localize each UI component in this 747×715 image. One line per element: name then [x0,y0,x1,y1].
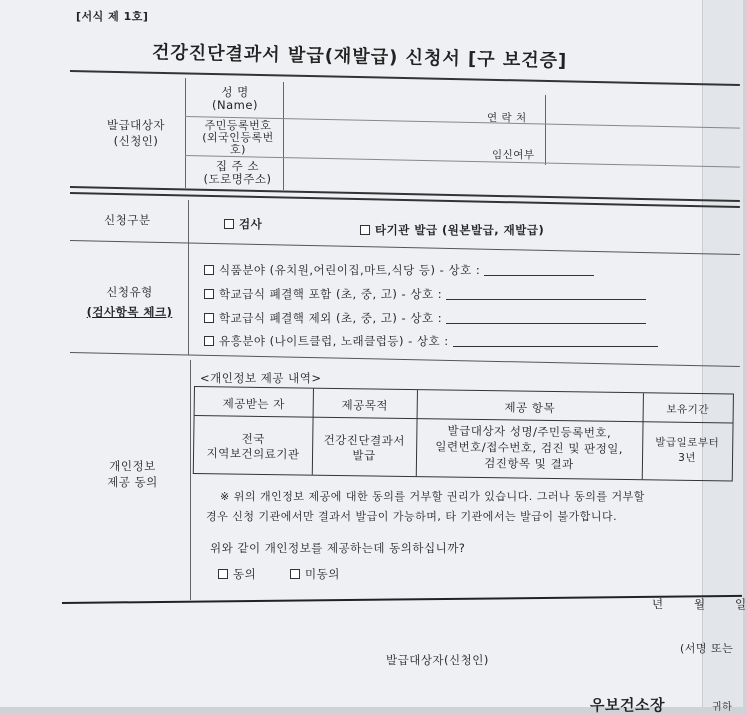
type-option-entertainment[interactable]: 유흥분야 (나이트클럽, 노래클럽등) - 상호 : [204,333,658,349]
privacy-notice-2: 경우 신청 기관에서만 결과서 발급이 가능하며, 타 기관에서는 발급이 불가합니다. [206,510,618,523]
checkbox[interactable] [204,265,214,275]
divider [185,78,186,188]
business-name-field[interactable] [484,265,594,276]
disagree-option[interactable]: 미동의 [290,566,340,582]
option-exam[interactable]: 검사 [224,216,262,232]
address-label: 집 주 소 (도로명주소) [203,159,272,186]
pregnancy-label: 임신여부 [492,149,535,161]
business-name-field[interactable] [453,336,658,347]
checkbox[interactable] [204,336,214,346]
request-category-label: 신청구분 [104,213,151,227]
checkbox[interactable] [224,219,234,229]
cell-purpose: 건강진단결과서 발급 [323,432,405,463]
cell-recipient: 전국 지역보건의료기관 [206,431,300,462]
consent-question: 위와 같이 개인정보를 제공하는데 동의하십니까? [210,541,466,555]
type-option-food[interactable]: 식품분야 (유치원,어린이집,마트,식당 등) - 상호 : [204,262,594,278]
header-retention: 보유기간 [666,403,710,417]
date-year-label: 년 [652,597,664,611]
checkbox[interactable] [204,289,214,299]
checkbox[interactable] [290,569,300,579]
signature-hint: (서명 또는 [680,642,734,655]
id-number-label: 주민등록번호 (외국인등록번 호) [202,119,274,156]
bottom-rule [62,595,742,604]
divider [190,360,191,600]
name-label: 성 명 (Name) [212,85,258,112]
header-items: 제공 항목 [504,400,556,416]
row-rule [70,352,740,367]
option-other-agency[interactable]: 타기관 발급 (원본발급, 재발급) [360,222,544,238]
agree-option[interactable]: 동의 [218,566,256,582]
page-title: 건강진단결과서 발급(재발급) 신청서 [구 보건증] [151,42,568,72]
checkbox[interactable] [360,225,370,235]
applicant-label: 발급대상자 (신청인) [106,118,166,148]
cell-items: 발급대상자 성명/주민등록번호, 일련번호/접수번호, 검진 및 판정일, 검진항목 및 결과 [435,423,624,472]
header-recipient: 제공받는 자 [222,396,285,412]
type-option-school-tb[interactable]: 학교급식 폐결핵 포함 (초, 중, 고) - 상호 : [204,286,646,302]
cell-retention: 발급일로부터 3년 [655,436,720,465]
top-rule [70,70,740,86]
privacy-heading: <개인정보 제공 내역> [200,371,322,385]
form-number: [서식 제 1호] [76,10,149,23]
applicant-signature-label: 발급대상자(신청인) [386,653,489,667]
header-purpose: 제공목적 [341,398,389,413]
divider [545,95,546,165]
contact-label: 연 락 처 [487,112,527,124]
date-month-label: 월 [694,597,706,611]
business-name-field[interactable] [446,313,646,324]
checkbox[interactable] [218,569,228,579]
privacy-notice-1: ※ 위의 개인정보 제공에 대한 동의를 거부할 권리가 있습니다. 그러나 동의를 거부할 [220,490,645,503]
divider [188,200,189,355]
privacy-table [193,386,734,482]
health-center-title: 우보건소장 [590,696,665,714]
divider [283,82,284,190]
row-rule [70,240,740,255]
date-day-label: 일 [735,597,747,611]
business-name-field[interactable] [446,289,646,300]
type-option-school-no-tb[interactable]: 학교급식 폐결핵 제외 (초, 중, 고) - 상호 : [204,310,646,326]
checkbox[interactable] [204,313,214,323]
addressee-suffix: 귀하 [712,702,733,713]
request-type-label: 신청유형 (검사항목 체크) [86,285,173,319]
privacy-label: 개인정보 제공 동의 [107,459,158,489]
